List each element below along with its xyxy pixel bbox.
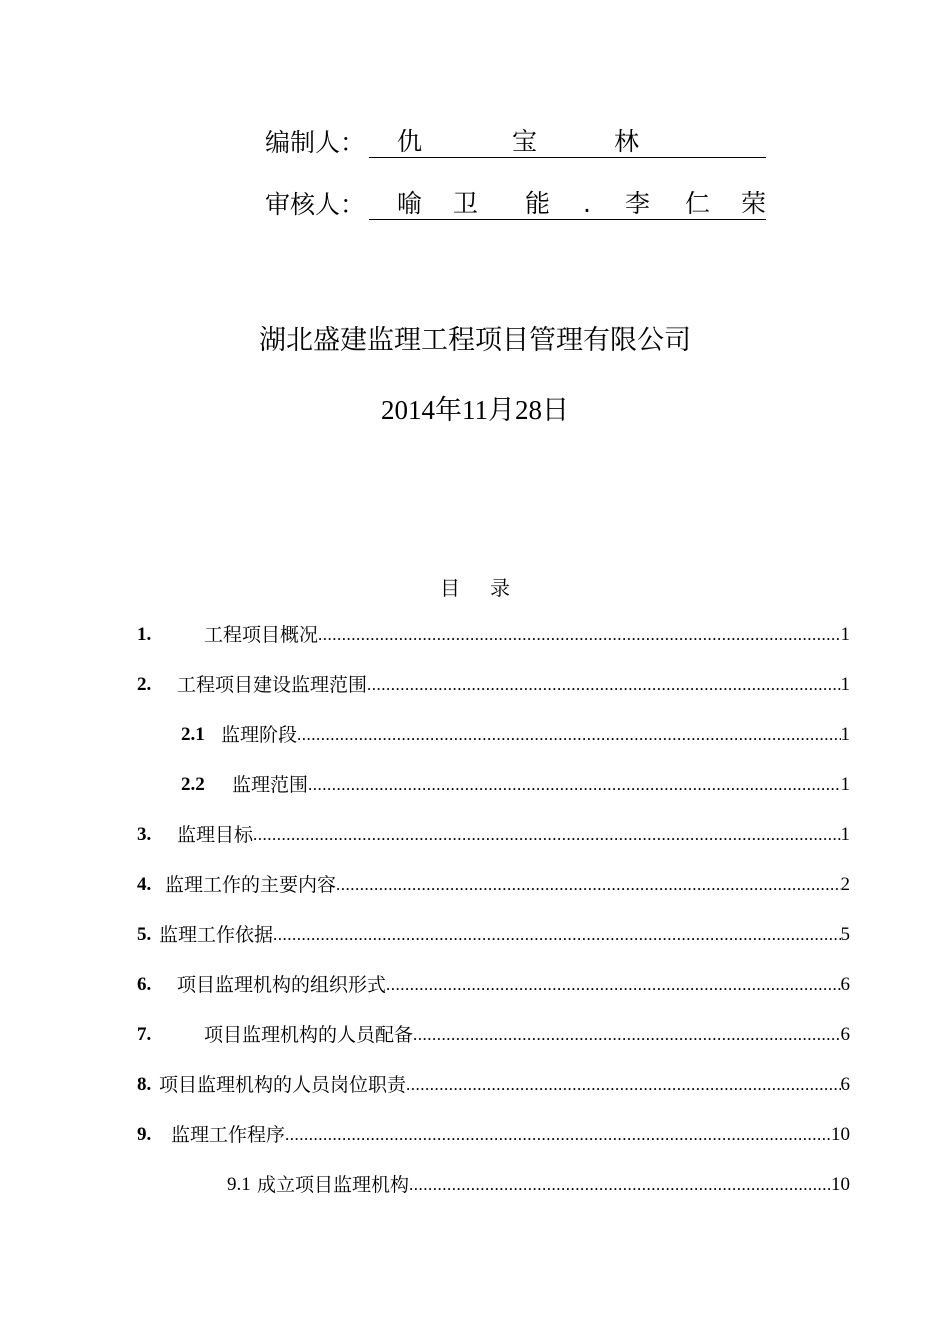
toc-entry[interactable]	[181, 772, 850, 798]
toc-leader-dots	[273, 922, 840, 948]
reviewer-name-char: 李	[625, 189, 651, 218]
company-name: 湖北盛建监理工程项目管理有限公司	[259, 325, 691, 356]
toc-entry[interactable]	[181, 722, 850, 748]
compiler-name-field	[369, 127, 766, 158]
toc-entry-page: 10	[831, 1124, 850, 1145]
compiler-row	[265, 118, 766, 158]
toc-entry-text: 监理工作的主要内容	[165, 874, 337, 896]
toc-entry-number: 9.	[137, 1124, 152, 1145]
toc-leader-dots	[367, 672, 840, 698]
toc-entry-text: 项目监理机构的人员配备	[204, 1024, 414, 1046]
reviewer-name-field	[369, 189, 766, 220]
toc-leader-dots	[409, 1172, 831, 1198]
toc-entry-page: 6	[840, 974, 850, 995]
document-date: 2014年11月28日	[381, 395, 569, 425]
toc-entry-text: 工程项目概况	[204, 624, 319, 646]
toc-entry-page: 10	[831, 1174, 850, 1195]
compiler-name-char: 宝	[512, 127, 538, 156]
toc-entry-text: 监理目标	[177, 824, 254, 846]
toc-entry-number: 8.	[137, 1074, 152, 1095]
compiler-name-char: 林	[614, 127, 640, 156]
toc-entry-number: 5.	[137, 924, 152, 945]
toc-leader-dots	[318, 622, 840, 648]
toc-leader-dots	[386, 972, 840, 998]
toc-entry-page: 1	[840, 824, 850, 845]
toc-entry-page: 2	[840, 874, 850, 895]
reviewer-name-char: 荣	[741, 189, 767, 218]
toc-entry-number: 2.1	[181, 724, 205, 745]
toc-entry-number: 6.	[137, 974, 152, 995]
toc-entry-number: 2.2	[181, 774, 205, 795]
toc-leader-dots	[253, 822, 840, 848]
toc-leader-dots	[297, 722, 840, 748]
toc-entry-page: 1	[840, 724, 850, 745]
toc-leader-dots	[406, 1072, 840, 1098]
toc-entry-number: 7.	[137, 1024, 152, 1045]
toc-entry-number: 4.	[137, 874, 152, 895]
toc-entry-page: 5	[840, 924, 850, 945]
reviewer-label: 审核人：	[265, 190, 366, 219]
toc-entry-page: 1	[840, 624, 850, 645]
toc-entry[interactable]	[137, 922, 850, 948]
reviewer-name-char: 卫	[453, 189, 479, 218]
toc-entry[interactable]	[137, 1022, 850, 1048]
toc-entry[interactable]	[137, 672, 850, 698]
toc-leader-dots	[308, 772, 840, 798]
reviewer-name-char: 喻	[397, 189, 423, 218]
compiler-name-char: 仇	[397, 127, 423, 156]
toc-leader-dots	[285, 1122, 831, 1148]
toc-entry-number: 1.	[137, 624, 152, 645]
toc-entry-text: 监理范围	[232, 774, 309, 796]
toc-entry[interactable]	[137, 1072, 850, 1098]
toc-entry-page: 6	[840, 1024, 850, 1045]
toc-entry-number: 9.1	[227, 1174, 251, 1195]
toc-entry-text: 监理工作程序	[171, 1124, 286, 1146]
toc-entry-number: 2.	[137, 674, 152, 695]
compiler-label: 编制人：	[265, 128, 366, 157]
toc-entry-text: 监理阶段	[221, 724, 298, 746]
toc-entry[interactable]	[137, 822, 850, 848]
toc-entry[interactable]	[137, 872, 850, 898]
toc-entry-number: 3.	[137, 824, 152, 845]
toc-entry-text: 工程项目建设监理范围	[177, 674, 368, 696]
toc-entry-text: 监理工作依据	[159, 924, 274, 946]
toc-entry-text: 成立项目监理机构	[257, 1174, 410, 1196]
reviewer-row	[265, 180, 766, 220]
toc-entry[interactable]	[137, 622, 850, 648]
toc-title: 目录	[440, 576, 540, 600]
toc-entry-text: 项目监理机构的组织形式	[177, 974, 387, 996]
reviewer-name-char: 仁	[685, 189, 711, 218]
toc-entry[interactable]	[137, 1122, 850, 1148]
reviewer-name-char: 能	[525, 189, 551, 218]
toc-entry[interactable]	[227, 1172, 850, 1198]
toc-leader-dots	[336, 872, 840, 898]
toc-entry-page: 1	[840, 674, 850, 695]
toc-entry-page: 6	[840, 1074, 850, 1095]
reviewer-name-char: .	[583, 189, 591, 218]
toc-entry[interactable]	[137, 972, 850, 998]
toc-entry-page: 1	[840, 774, 850, 795]
toc-entry-text: 项目监理机构的人员岗位职责	[159, 1074, 407, 1096]
toc-leader-dots	[413, 1022, 840, 1048]
